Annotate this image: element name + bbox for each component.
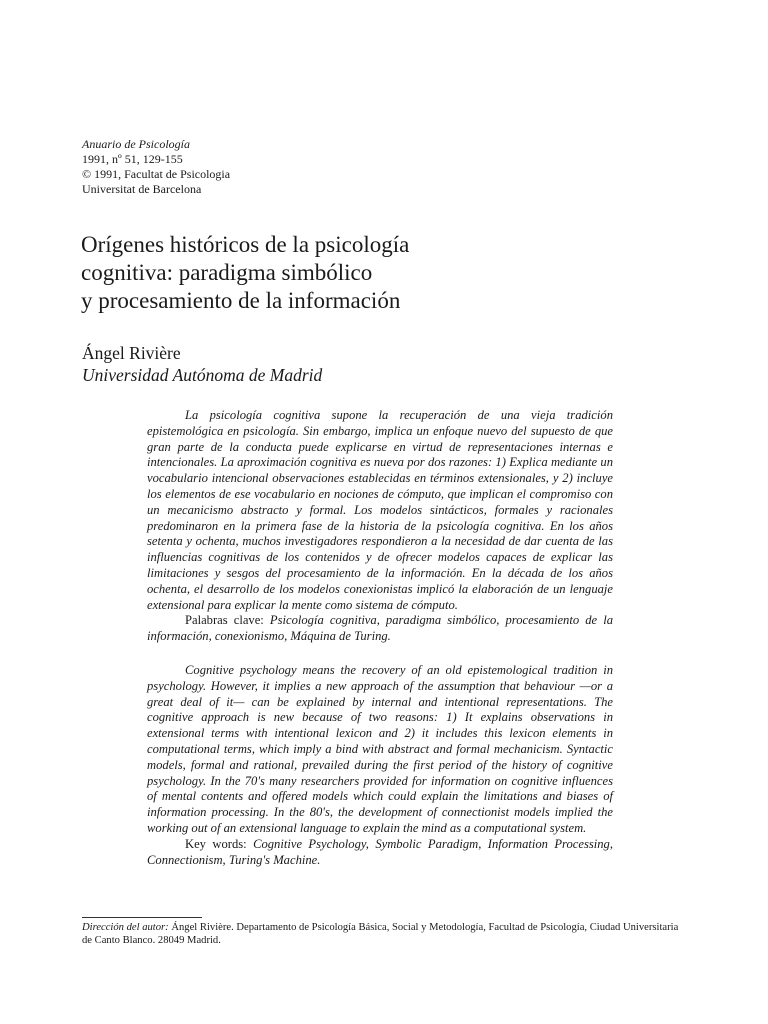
- journal-university: Universitat de Barcelona: [82, 182, 202, 196]
- author-footnote: [82, 917, 682, 947]
- paper-title: [81, 231, 641, 315]
- author-name: Ángel Rivière: [82, 343, 181, 363]
- journal-copyright: © 1991, Facultat de Psicologia: [82, 167, 231, 181]
- author-affiliation: Universidad Autónoma de Madrid: [82, 365, 323, 385]
- keywords-spanish-text: Psicología cognitiva, paradigma simbólico, procesamiento de la información, conexionismo, Máquina de Turing.: [147, 613, 613, 644]
- footnote-text: Ángel Rivière. Departamento de Psicología Básica, Social y Metodología, Facultad de Psicología, Ciudad Universitaria de Canto Blanco. 28049 Madrid.: [82, 922, 679, 946]
- abstract-section: [147, 408, 613, 868]
- footnote-label: Dirección del autor:: [82, 922, 169, 933]
- title-line-3: y procesamiento de la información: [81, 288, 401, 313]
- keywords-spanish-label: Palabras clave:: [185, 613, 264, 628]
- keywords-english: [147, 837, 613, 869]
- journal-issue: 1991, nº 51, 129-155: [82, 152, 183, 166]
- keywords-english-text: Cognitive Psychology, Symbolic Paradigm, Information Processing, Connectionism, Turing's Machine.: [147, 836, 613, 867]
- title-line-2: cognitiva: paradigma simbólico: [81, 260, 373, 285]
- keywords-english-label: Key words:: [185, 836, 247, 851]
- title-line-1: Orígenes históricos de la psicología: [81, 232, 410, 257]
- journal-name: Anuario de Psicología: [82, 137, 190, 151]
- journal-info: [82, 137, 230, 197]
- author-block: [82, 342, 322, 386]
- abstract-spanish: La psicología cognitiva supone la recuperación de una vieja tradición epistemológica en psicología. Sin embargo, implica un enfoque nuevo del supuesto de que gran parte de la conducta puede explicarse en virtud de representaciones internas e intencionales. La aproximación cognitiva es nueva por dos razones: 1) Explica mediante un vocabulario intencional observaciones establecidas en términos extensionales, y 2) incluye los elementos de ese vocabulario en nociones de cómputo, que implican el compromiso con un mecanicismo abstracto y formal. Los modelos sintácticos, formales y racionales predominaron en la primera fase de la historia de la psicología cognitiva. En los años setenta y ochenta, muchos investigadores respondieron a la necesidad de dar cuenta de las influencias cognitivas de los contenidos y de ofrecer modelos capaces de explicar las limitaciones y sesgos del procesamiento de la información. En la década de los años ochenta, el desarrollo de los modelos conexionistas implicó la elaboración de un lenguaje extensional para explicar la mente como sistema de cómputo.: [147, 408, 613, 612]
- footnote-rule: [82, 917, 202, 918]
- keywords-spanish: [147, 613, 613, 645]
- abstract-english: Cognitive psychology means the recovery of an old epistemological tradition in psychology. However, it implies a new approach of the assumption that behaviour —or a great deal of it— can be explained by internal and intentional representations. The cognitive approach is new because of two reasons: 1) It explains observations in extensional terms with intentional lexicon and 2) it includes this lexicon elements in computational terms, which imply a bind with abstract and formal mechanicism. Syntactic models, formal and rational, prevailed during the first period of the history of cognitive psychology. In the 70's many researchers provided for information on cognitive influences of mental contents and offered models which could explain the limitations and biases of information processing. In the 80's, the development of connectionist models implied the working out of an extensional language to explain the mind as a computational system.: [147, 662, 613, 835]
